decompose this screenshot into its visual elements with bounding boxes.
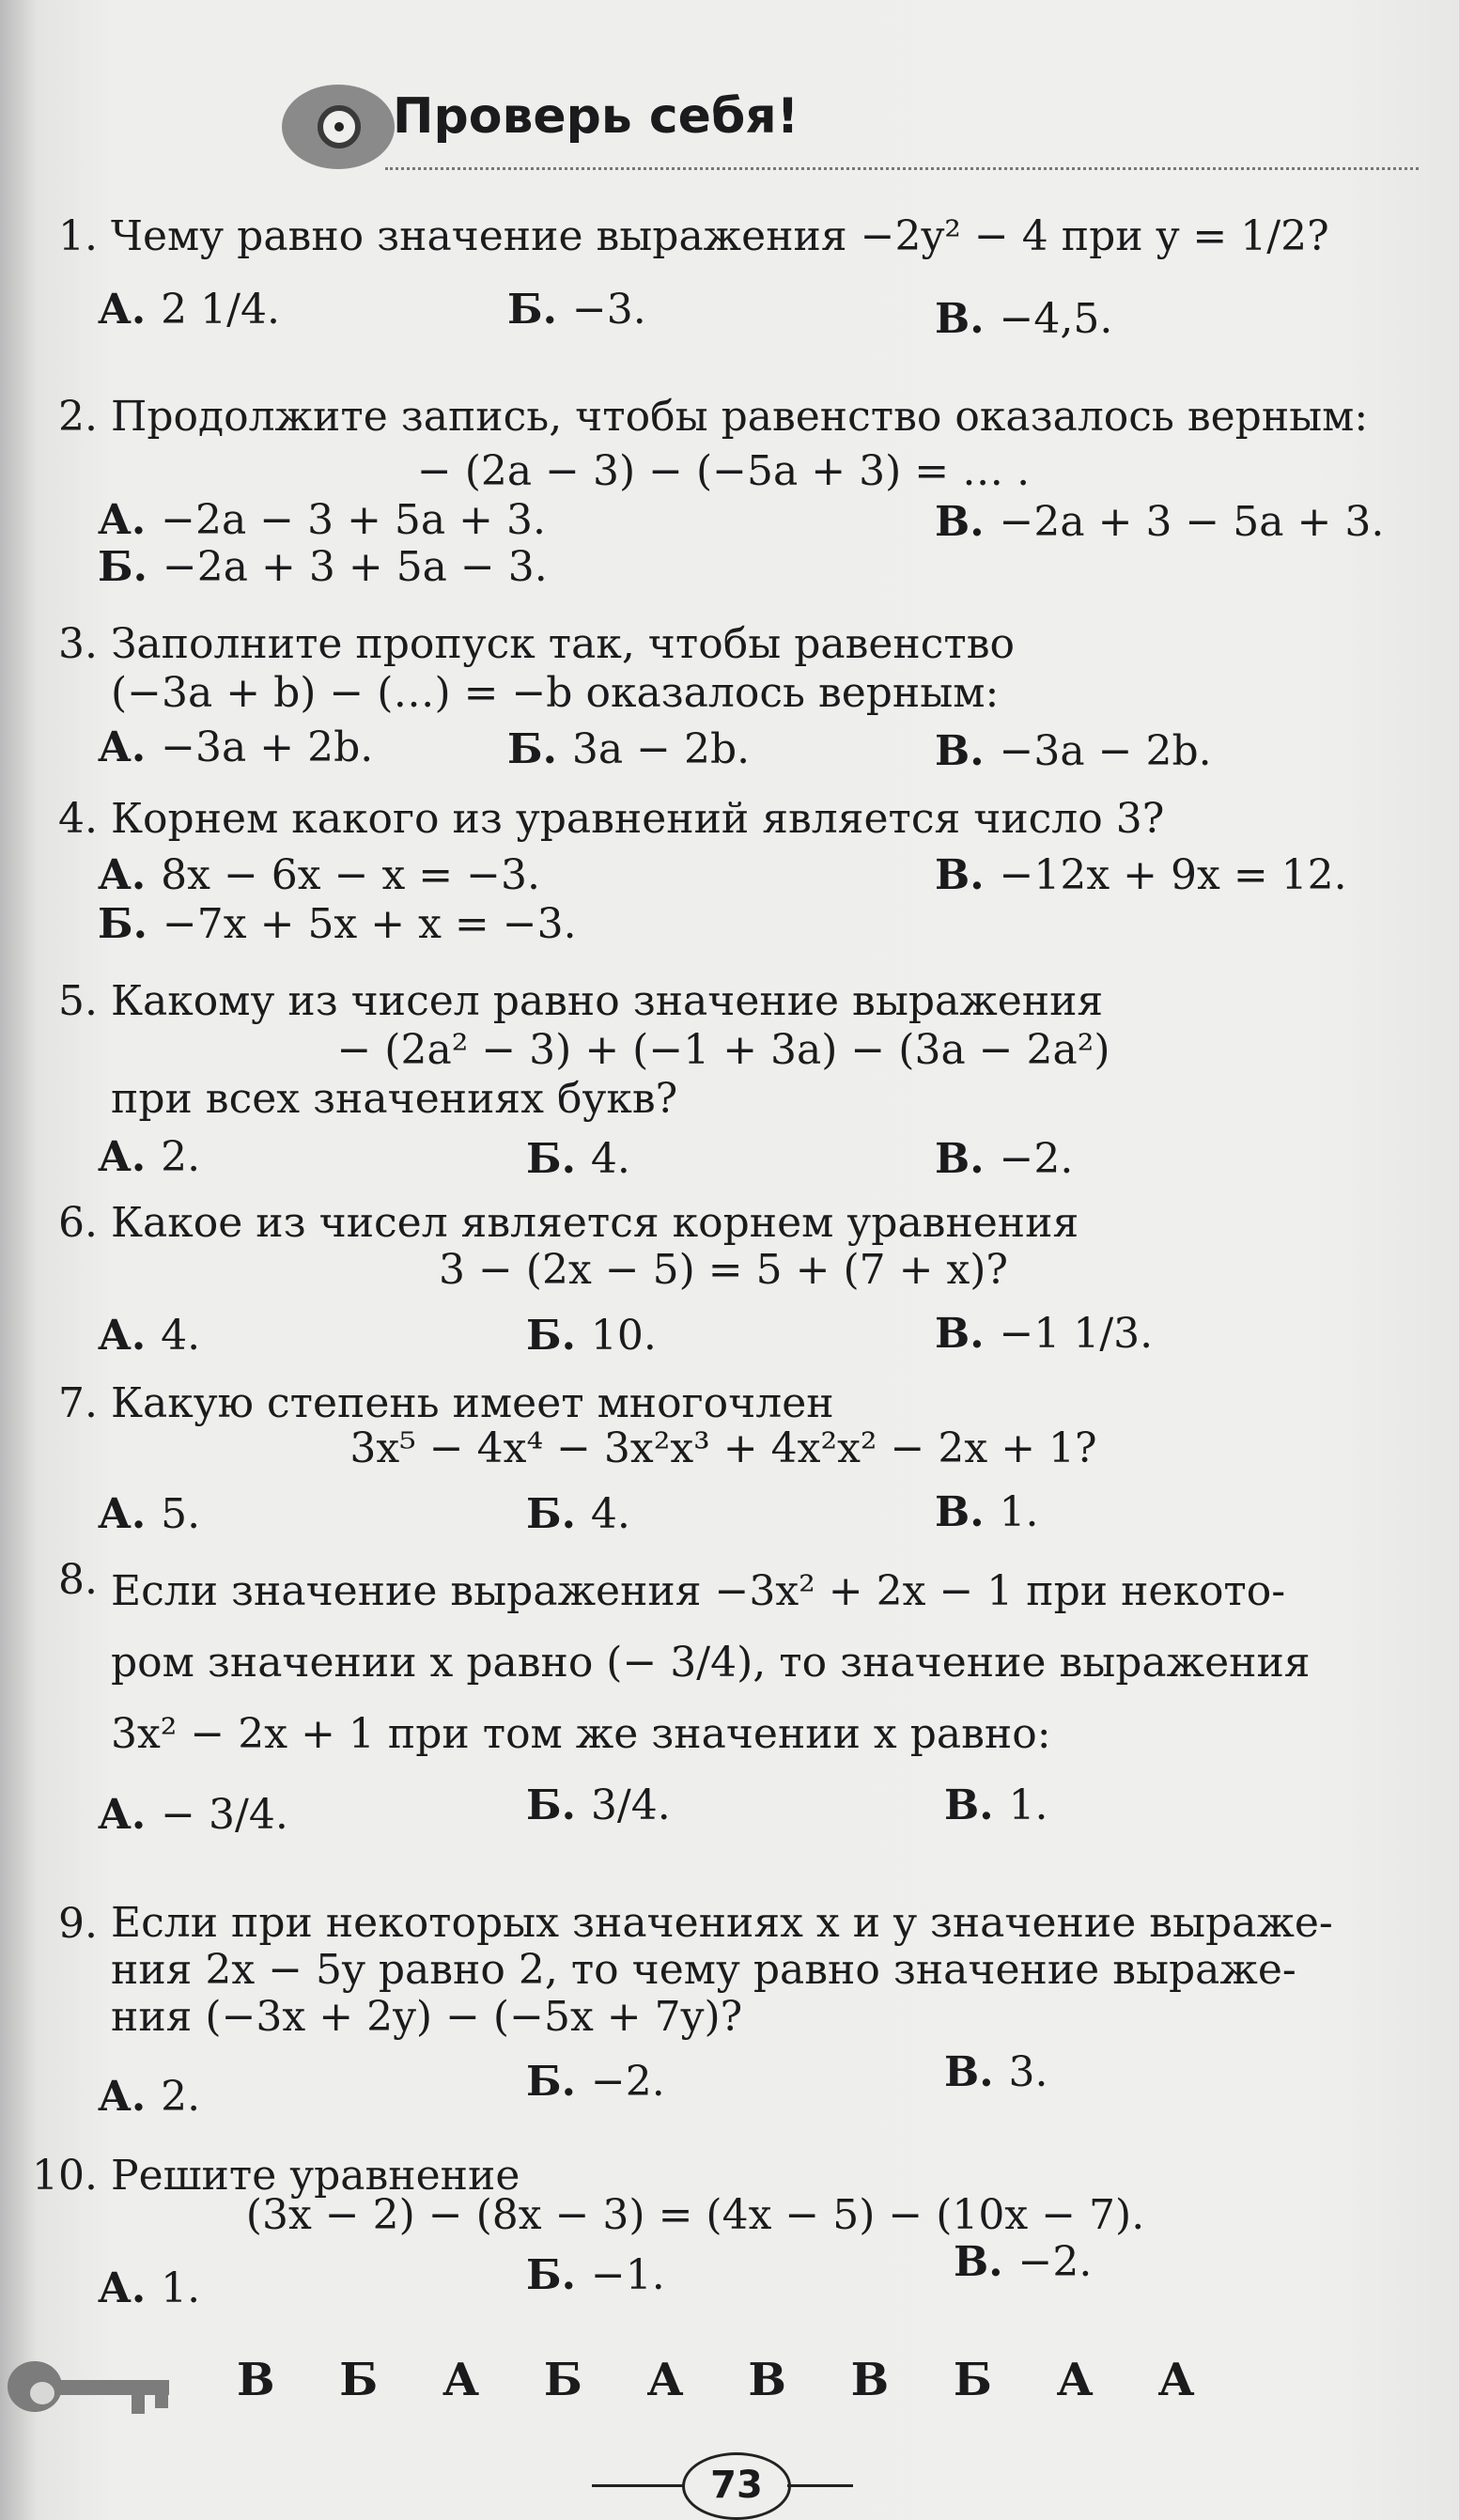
question-4 (28, 795, 1419, 955)
question-number: 5. (58, 977, 98, 1025)
option-a: А. −2a − 3 + 5a + 3. (98, 496, 546, 544)
option-b: Б. −7x + 5x + x = −3. (98, 900, 577, 948)
question-text: Какое из чисел является корнем уравнения (111, 1199, 1079, 1247)
option-v: В. −12x + 9x = 12. (935, 851, 1347, 899)
question-text: Заполните пропуск так, чтобы равенство (−3a + b) − (…) = −b оказалось верным: (111, 620, 1016, 717)
section-title: Проверь себя! (393, 88, 799, 145)
formula: − (2a − 3) − (−5a + 3) = … . (416, 447, 1031, 495)
question-text: Чему равно значение выражения −2y² − 4 при y = 1/2? (111, 212, 1329, 260)
question-text: Решите уравнение (111, 2152, 520, 2200)
option-a: А. 8x − 6x − x = −3. (98, 851, 540, 899)
option-a: А. 5. (98, 1490, 201, 1538)
option-v: В. −1 1/3. (935, 1310, 1154, 1358)
question-text: Если значение выражения −3x² + 2x − 1 при некото- ром значении x равно (− 3/4), то значение выражения 3x² − 2x + 1 при том же значении x равно: (111, 1567, 1311, 1758)
option-v: В. 3. (944, 2048, 1048, 2096)
option-v: В. 1. (935, 1488, 1039, 1536)
option-v: В. −4,5. (935, 295, 1113, 343)
page-number: 73 (682, 2452, 791, 2520)
question-number: 2. (58, 393, 98, 441)
formula: (3x − 2) − (8x − 3) = (4x − 5) − (10x − 7). (245, 2191, 1145, 2239)
question-text: Какому из чисел равно значение выражения (111, 977, 1104, 1025)
option-a: А. 2 1/4. (98, 286, 280, 334)
check-yourself-icon (282, 85, 395, 169)
question-text: Какую степень имеет многочлен (111, 1379, 834, 1427)
option-b: Б. 3a − 2b. (507, 725, 751, 773)
option-v: В. −2. (935, 1135, 1074, 1183)
question-10 (28, 2152, 1419, 2330)
formula: − (2a² − 3) + (−1 + 3a) − (3a − 2a²) (336, 1026, 1110, 1074)
option-a: А. 2. (98, 1133, 201, 1181)
option-v: В. −2a + 3 − 5a + 3. (935, 498, 1385, 546)
question-text-continued: при всех значениях букв? (111, 1075, 678, 1123)
formula: 3x⁵ − 4x⁴ − 3x²x³ + 4x²x² − 2x + 1? (349, 1424, 1097, 1472)
option-a: А. 1. (98, 2264, 201, 2312)
option-a: А. 4. (98, 1312, 201, 1360)
option-v: В. −2. (954, 2238, 1093, 2286)
option-b: Б. −2. (526, 2058, 665, 2106)
option-v: В. −3a − 2b. (935, 727, 1212, 775)
page-number-line-right (787, 2484, 853, 2487)
question-number: 4. (58, 795, 98, 843)
option-v: В. 1. (944, 1781, 1048, 1829)
question-1 (28, 212, 1419, 343)
option-b: Б. −2a + 3 + 5a − 3. (98, 543, 548, 591)
question-text: Если при некоторых значениях x и y значение выраже- ния 2x − 5y равно 2, то чему равно значение выраже- ния (−3x + 2y) − (−5x + 7y)? (111, 1899, 1333, 2041)
question-7 (28, 1379, 1419, 1548)
option-b: Б. 4. (526, 1135, 630, 1183)
question-3 (28, 620, 1419, 780)
question-number: 3. (58, 620, 98, 668)
page-number-line-left (592, 2484, 684, 2487)
answer-key: В Б А Б А В В Б А А (237, 2354, 1219, 2406)
question-number: 8. (58, 1556, 98, 1604)
question-8 (28, 1556, 1419, 1866)
header-divider (385, 167, 1419, 170)
option-b: Б. −1. (526, 2251, 665, 2299)
question-number: 6. (58, 1199, 98, 1247)
option-b: Б. 4. (526, 1490, 630, 1538)
question-number: 7. (58, 1379, 98, 1427)
option-a: А. 2. (98, 2073, 201, 2121)
key-icon (0, 2354, 178, 2419)
question-text: Продолжите запись, чтобы равенство оказалось верным: (111, 393, 1369, 441)
option-b: Б. 3/4. (526, 1781, 671, 1829)
option-b: Б. 10. (526, 1312, 657, 1360)
question-5 (28, 977, 1419, 1184)
option-a: А. − 3/4. (98, 1791, 288, 1839)
question-number: 1. (58, 212, 98, 260)
question-2 (28, 393, 1419, 590)
question-9 (28, 1899, 1419, 2121)
formula: 3 − (2x − 5) = 5 + (7 + x)? (438, 1246, 1009, 1294)
question-6 (28, 1199, 1419, 1377)
option-b: Б. −3. (507, 286, 646, 334)
question-number: 10. (32, 2152, 98, 2200)
option-a: А. −3a + 2b. (98, 723, 374, 771)
question-number: 9. (58, 1900, 98, 1948)
question-text: Корнем какого из уравнений является число 3? (111, 795, 1165, 843)
